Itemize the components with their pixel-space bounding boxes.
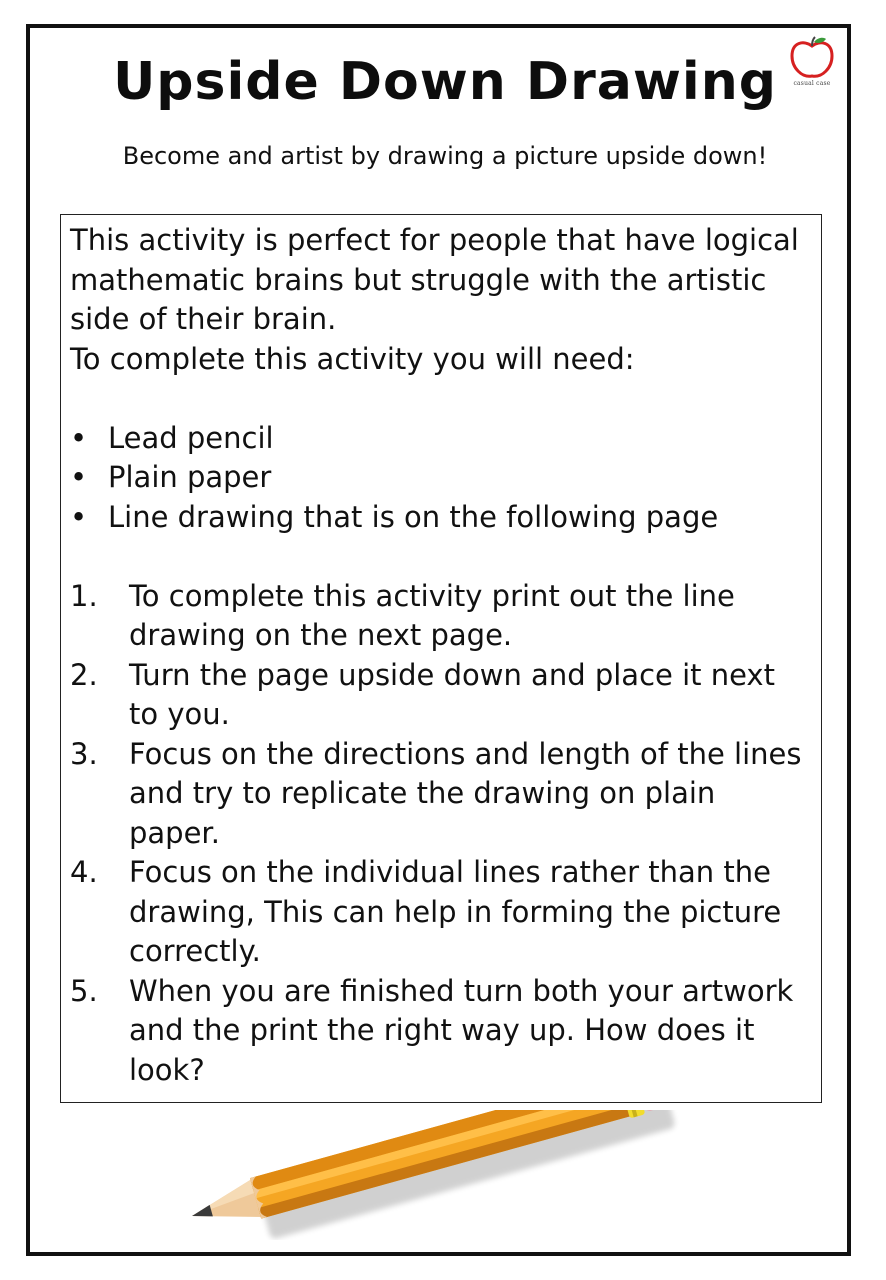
list-item-label: Lead pencil (108, 420, 274, 455)
page-subtitle: Become and artist by drawing a picture upside down! (122, 142, 768, 170)
intro-text: This activity is perfect for people that have logical mathematic brains but struggle with the artistic side of their brain. (70, 223, 799, 336)
step-text: Focus on the directions and length of the lines and try to replicate the drawing on plain paper. (129, 736, 802, 850)
materials-heading: To complete this activity you will need: (70, 341, 635, 376)
spacer (70, 379, 813, 419)
step-number: 3. (70, 736, 98, 771)
bullet-icon: • (70, 460, 88, 494)
list-item-label: Plain paper (108, 460, 272, 494)
list-item (70, 498, 813, 538)
list-item (70, 419, 813, 459)
step-number: 1. (70, 578, 98, 613)
step-text: To complete this activity print out the line drawing on the next page. (129, 578, 735, 652)
step-text: Focus on the individual lines rather than the drawing, This can help in forming the picture correctly. (129, 855, 782, 968)
step-item (70, 735, 813, 854)
page-title: Upside Down Drawing (113, 52, 777, 112)
step-number: 2. (70, 657, 98, 692)
bullet-icon: • (70, 499, 88, 534)
logo-text: casual case (793, 80, 831, 87)
step-text: When you are finished turn both your artwork and the print the right way up. How does it look? (129, 973, 794, 1087)
list-item (70, 458, 813, 498)
instructions-box (60, 214, 822, 1103)
step-item (70, 577, 813, 656)
steps-list (70, 577, 813, 1091)
pencil-icon (186, 1110, 706, 1240)
step-item (70, 656, 813, 735)
step-item (70, 972, 813, 1091)
step-item (70, 853, 813, 972)
spacer (70, 537, 813, 577)
materials-list (70, 419, 813, 538)
bullet-icon: • (70, 420, 88, 455)
step-number: 4. (70, 855, 98, 889)
list-item-label: Line drawing that is on the following page (108, 499, 719, 534)
step-text: Turn the page upside down and place it next to you. (129, 657, 775, 731)
step-number: 5. (70, 973, 98, 1008)
